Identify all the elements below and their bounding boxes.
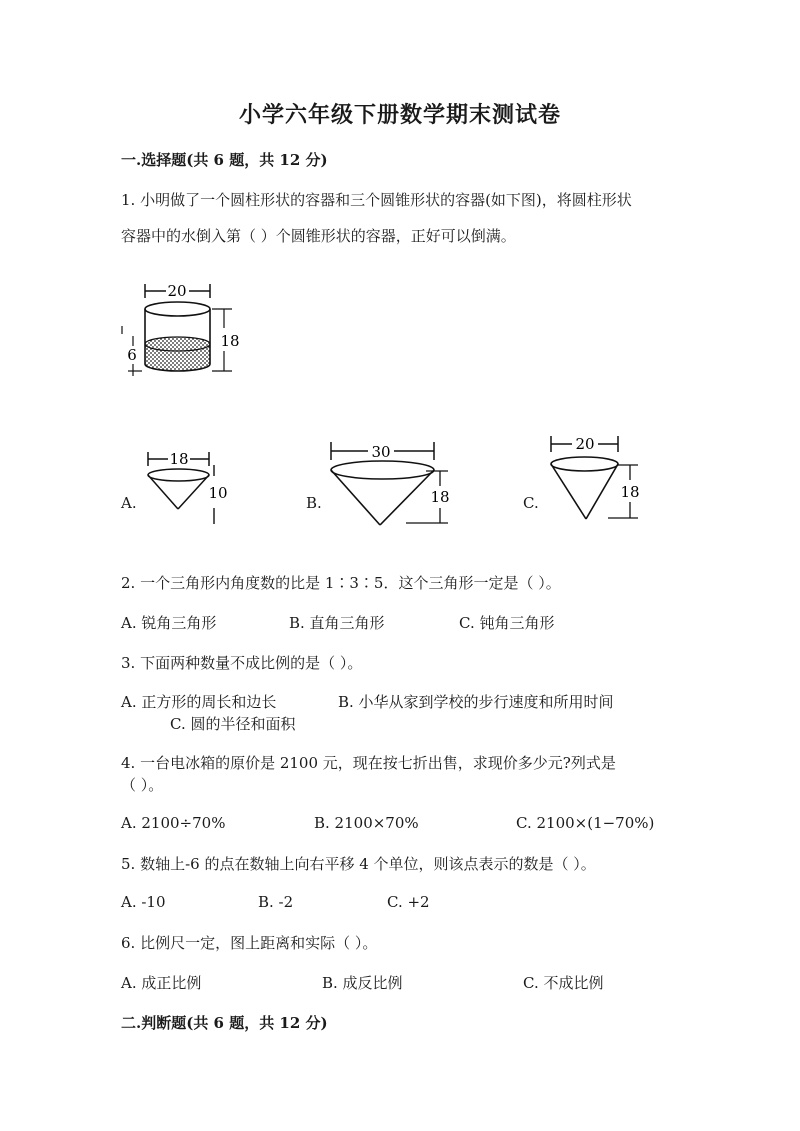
cylinder-figure [118, 276, 248, 386]
cone-c-height-label: 18 [620, 483, 640, 501]
question-5-text: 5. 数轴上-6 的点在数轴上向右平移 4 个单位，则该点表示的数是（ ）。 [121, 855, 596, 873]
question-4-line-2: （ ）。 [121, 776, 164, 794]
cone-b-label: B. [306, 494, 322, 512]
question-3-option-a: A. 正方形的周长和边长 [121, 693, 277, 711]
question-5-option-c: C. +2 [387, 893, 430, 911]
question-4-option-b: B. 2100×70% [314, 814, 419, 832]
section-heading-true-false: 二.判断题(共 6 题，共 12 分) [121, 1014, 328, 1032]
question-2-option-c: C. 钝角三角形 [459, 614, 555, 632]
question-2-text: 2. 一个三角形内角度数的比是 1∶3∶5．这个三角形一定是（ ）。 [121, 574, 561, 592]
question-3-option-c: C. 圆的半径和面积 [170, 715, 296, 733]
question-5-option-b: B. -2 [258, 893, 294, 911]
cone-a-diameter-label: 18 [169, 450, 189, 468]
question-3-option-b: B. 小华从家到学校的步行速度和所用时间 [338, 693, 614, 711]
page-title: 小学六年级下册数学期末测试卷 [238, 102, 561, 128]
question-3-text: 3. 下面两种数量不成比例的是（ ）。 [121, 654, 363, 672]
question-2-option-b: B. 直角三角形 [289, 614, 385, 632]
question-4-option-a: A. 2100÷70% [121, 814, 226, 832]
question-6-text: 6. 比例尺一定，图上距离和实际（ ）。 [121, 934, 378, 952]
cone-c-label: C. [523, 494, 539, 512]
question-4-option-c: C. 2100×(1−70%) [516, 814, 655, 832]
question-6-option-c: C. 不成比例 [523, 974, 604, 992]
cone-a-height-label: 10 [208, 484, 228, 502]
cylinder-diameter-label: 20 [167, 282, 187, 300]
cone-b-figure [320, 438, 455, 533]
section-heading-choice: 一.选择题(共 6 题，共 12 分) [121, 151, 328, 169]
question-5-option-a: A. -10 [121, 893, 166, 911]
question-6-option-b: B. 成反比例 [322, 974, 403, 992]
cone-a-figure [140, 448, 240, 528]
cone-b-diameter-label: 30 [371, 443, 391, 461]
question-1-line-2: 容器中的水倒入第（ ）个圆锥形状的容器，正好可以倒满。 [121, 227, 516, 245]
question-6-option-a: A. 成正比例 [121, 974, 202, 992]
cone-b-height-label: 18 [430, 488, 450, 506]
cylinder-water-label: 6 [127, 346, 137, 364]
question-1-line-1: 1. 小明做了一个圆柱形状的容器和三个圆锥形状的容器(如下图)，将圆柱形状 [121, 191, 632, 209]
cone-c-figure [542, 430, 652, 530]
question-2-option-a: A. 锐角三角形 [121, 614, 217, 632]
cone-c-diameter-label: 20 [575, 435, 595, 453]
cylinder-height-label: 18 [220, 332, 240, 350]
cone-a-label: A. [121, 494, 137, 512]
question-4-line-1: 4. 一台电冰箱的原价是 2100 元，现在按七折出售，求现价多少元?列式是 [121, 754, 616, 772]
